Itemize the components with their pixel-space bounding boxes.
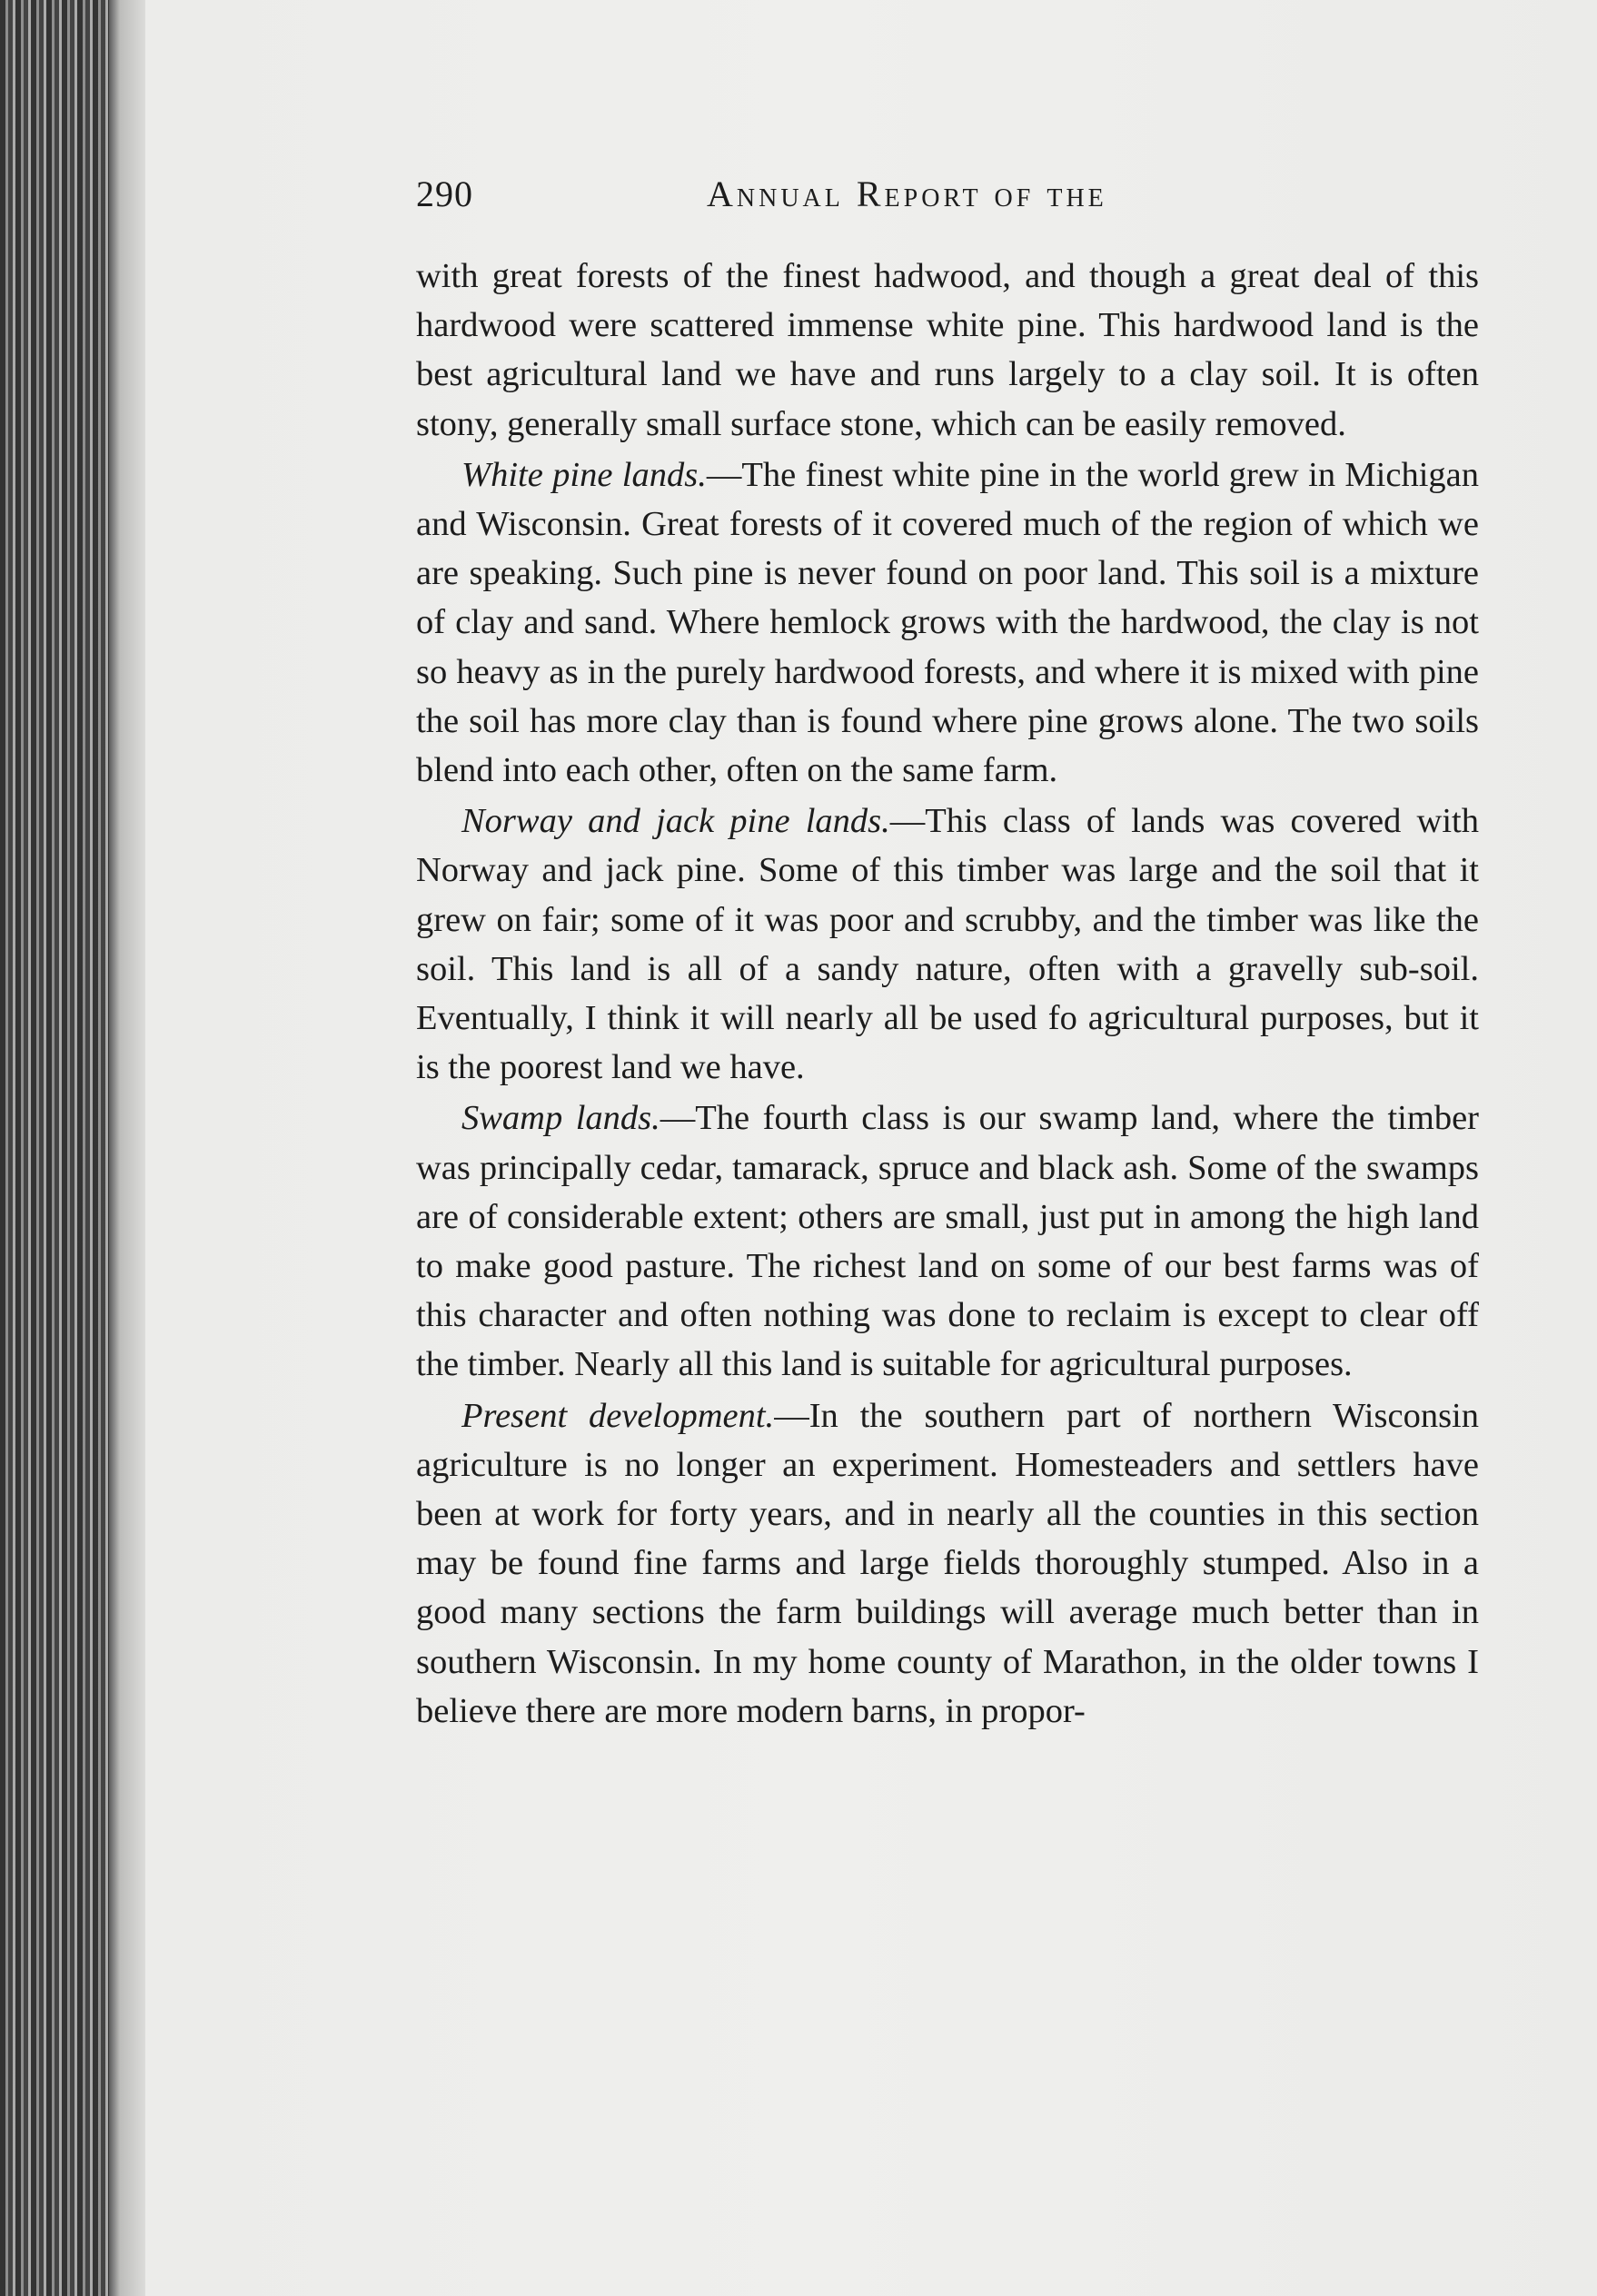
page-gutter-shadow: [109, 0, 145, 2296]
page-header: [416, 173, 1479, 227]
running-head: Annual Report of the: [707, 173, 1107, 214]
paragraph-text: —In the southern part of northern Wisconsin agriculture is no longer an experiment. Homesteaders and settlers have been at work for forty years, and in nearly all the counties in this section may be found fine farms and large fields thoroughly stumped. Also in a good many sections the farm buildings will average much better than in southern Wisconsin. In my home county of Marathon, in the older towns I believe there are more modern barns, in propor-: [416, 1396, 1479, 1730]
body-text: [416, 252, 1479, 1737]
section-title: Swamp lands.: [461, 1099, 660, 1138]
paragraph-text: with great forests of the finest hadwood, and though a great deal of this hardwood were scattered immense white pine. This hardwood land is the best agricultural land we have and runs largely to a clay soil. It is often stony, generally small surface stone, which can be easily removed.: [416, 257, 1479, 443]
paragraph-text: —This class of lands was covered with Norway and jack pine. Some of this timber was large and the soil that it grew on fair; some of it was poor and scrubby, and the timber was like the soil. This land is all of a sandy nature, often with a gravelly sub-soil. Eventually, I think it will nearly all be used fo agricultural purposes, but it is the poorest land we have.: [416, 802, 1479, 1087]
section-title: Norway and jack pine lands.: [461, 802, 890, 841]
section-title: White pine lands.: [461, 455, 707, 494]
paragraph-text: —The fourth class is our swamp land, where the timber was principally cedar, tamarack, spruce and black ash. Some of the swamps are of considerable extent; others are small, just put in among the high land to make good pasture. The richest land on some of our best farms was of this character and often nothing was done to reclaim is except to clear off the timber. Nearly all this land is suitable for agricultural purposes.: [416, 1099, 1479, 1384]
paragraph-text: —The finest white pine in the world grew in Michigan and Wisconsin. Great forests of it covered much of the region of which we are speaking. Such pine is never found on poor land. This soil is a mixture of clay and sand. Where hemlock grows with the hardwood, the clay is not so heavy as in the purely hardwood forests, and where it is mixed with pine the soil has more clay than is found where pine grows alone. The two soils blend into each other, often on the same farm.: [416, 455, 1479, 790]
section-title: Present development.: [461, 1396, 775, 1435]
page-number: 290: [416, 173, 473, 214]
paragraph: [416, 252, 1479, 449]
paragraph: [416, 797, 1479, 1092]
paragraph: [416, 1094, 1479, 1389]
paragraph: [416, 1391, 1479, 1736]
paragraph: [416, 450, 1479, 795]
